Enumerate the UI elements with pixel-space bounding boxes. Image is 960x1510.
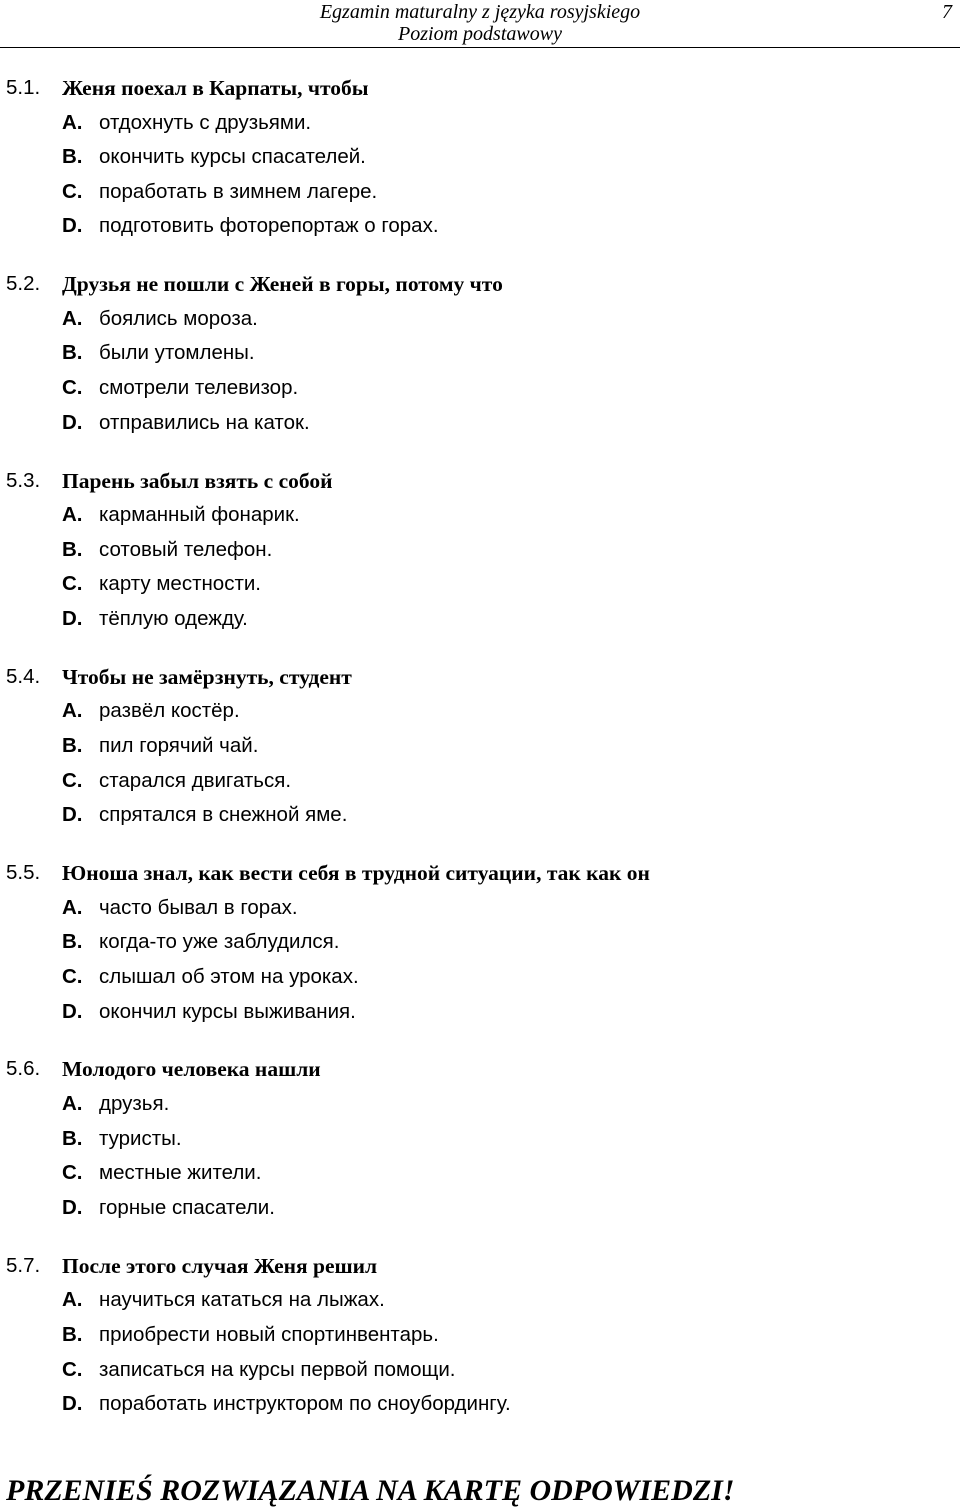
header-divider: [0, 47, 960, 48]
question-number: 5.3.: [6, 468, 41, 492]
option-letter: B.: [62, 145, 83, 169]
option-b: [0, 729, 960, 764]
option-text: сотовый телефон.: [99, 537, 273, 561]
question-5-2: [0, 267, 960, 463]
option-letter: D.: [62, 214, 83, 238]
option-c: [0, 960, 960, 995]
option-letter: D.: [62, 803, 83, 827]
page-header: [0, 0, 960, 48]
option-text: старался двигаться.: [99, 768, 292, 792]
question-stem-row: [0, 71, 960, 106]
question-5-4: [0, 660, 960, 856]
option-c: [0, 1353, 960, 1388]
option-text: смотрели телевизор.: [99, 376, 299, 400]
question-stem-row: [0, 1249, 960, 1284]
option-letter: D.: [62, 606, 83, 630]
option-text: спрятался в снежной яме.: [99, 803, 348, 827]
option-c: [0, 1156, 960, 1191]
option-text: отправились на каток.: [99, 410, 310, 434]
option-c: [0, 764, 960, 799]
option-d: [0, 602, 960, 637]
option-b: [0, 1318, 960, 1353]
option-letter: A.: [62, 1092, 83, 1116]
option-letter: C.: [62, 1161, 83, 1185]
option-letter: D.: [62, 1195, 83, 1219]
option-letter: D.: [62, 999, 83, 1023]
option-text: пил горячий чай.: [99, 734, 259, 758]
option-c: [0, 567, 960, 602]
question-stem-row: [0, 856, 960, 891]
option-b: [0, 140, 960, 175]
exam-level: Poziom podstawowy: [398, 23, 562, 45]
option-letter: C.: [62, 179, 83, 203]
question-5-5: [0, 856, 960, 1052]
option-text: когда-то уже заблудился.: [99, 930, 340, 954]
question-stem: Парень забыл взять с собой: [62, 468, 333, 493]
option-letter: A.: [62, 503, 83, 527]
option-text: карманный фонарик.: [99, 503, 300, 527]
option-text: туристы.: [99, 1126, 182, 1150]
question-stem: Юноша знал, как вести себя в трудной ситуации, так как он: [62, 861, 650, 886]
question-number: 5.7.: [6, 1253, 41, 1277]
option-letter: A.: [62, 110, 83, 134]
option-d: [0, 406, 960, 441]
option-b: [0, 925, 960, 960]
option-text: отдохнуть с друзьями.: [99, 110, 312, 134]
question-5-1: [0, 71, 960, 267]
option-letter: C.: [62, 376, 83, 400]
question-stem: Чтобы не замёрзнуть, студент: [62, 664, 352, 689]
question-number: 5.1.: [6, 76, 41, 99]
question-stem: После этого случая Женя решил: [62, 1253, 378, 1278]
option-d: [0, 798, 960, 833]
question-number: 5.5.: [6, 861, 41, 885]
option-a: [0, 302, 960, 337]
option-letter: B.: [62, 1126, 83, 1150]
page-number: 7: [942, 1, 952, 23]
option-text: были утомлены.: [99, 341, 255, 365]
option-a: [0, 891, 960, 926]
option-a: [0, 1283, 960, 1318]
option-text: окончить курсы спасателей.: [99, 145, 366, 169]
option-letter: A.: [62, 1288, 83, 1312]
option-b: [0, 533, 960, 568]
option-text: поработать инструктором по сноубордингу.: [99, 1392, 511, 1416]
question-number: 5.4.: [6, 664, 41, 688]
question-5-7: [0, 1249, 960, 1445]
question-number: 5.6.: [6, 1057, 41, 1081]
option-c: [0, 371, 960, 406]
option-letter: B.: [62, 537, 83, 561]
answer-sheet-instruction: PRZENIEŚ ROZWIĄZANIA NA KARTĘ ODPOWIEDZI!: [6, 1474, 735, 1507]
option-b: [0, 336, 960, 371]
option-d: [0, 995, 960, 1030]
question-stem: Друзья не пошли с Женей в горы, потому что: [62, 272, 503, 297]
option-a: [0, 106, 960, 141]
option-letter: D.: [62, 410, 83, 434]
option-a: [0, 694, 960, 729]
option-text: записаться на курсы первой помощи.: [99, 1357, 456, 1381]
option-b: [0, 1122, 960, 1157]
option-text: поработать в зимнем лагере.: [99, 179, 378, 203]
option-text: горные спасатели.: [99, 1195, 275, 1219]
option-text: приобрести новый спортинвентарь.: [99, 1322, 439, 1346]
option-text: боялись мороза.: [99, 306, 258, 330]
question-stem: Женя поехал в Карпаты, чтобы: [62, 76, 369, 100]
option-d: [0, 1387, 960, 1422]
option-letter: B.: [62, 341, 83, 365]
option-c: [0, 175, 960, 210]
question-stem-row: [0, 267, 960, 302]
option-text: тёплую одежду.: [99, 606, 248, 630]
option-letter: B.: [62, 930, 83, 954]
option-letter: B.: [62, 734, 83, 758]
option-letter: B.: [62, 1322, 83, 1346]
question-stem: Молодого человека нашли: [62, 1057, 321, 1082]
option-text: развёл костёр.: [99, 699, 240, 723]
option-a: [0, 1087, 960, 1122]
option-letter: C.: [62, 572, 83, 596]
option-text: местные жители.: [99, 1161, 262, 1185]
question-stem-row: [0, 660, 960, 695]
option-text: друзья.: [99, 1092, 170, 1116]
option-text: научиться кататься на лыжах.: [99, 1288, 385, 1312]
option-letter: A.: [62, 699, 83, 723]
option-text: слышал об этом на уроках.: [99, 964, 359, 988]
option-letter: D.: [62, 1392, 83, 1416]
option-a: [0, 498, 960, 533]
exam-title: Egzamin maturalny z języka rosyjskiego: [319, 1, 641, 23]
option-text: подготовить фоторепортаж о горах.: [99, 214, 439, 238]
option-letter: C.: [62, 1357, 83, 1381]
question-list: [0, 71, 960, 1445]
option-letter: A.: [62, 895, 83, 919]
option-letter: C.: [62, 768, 83, 792]
question-5-6: [0, 1052, 960, 1248]
question-5-3: [0, 464, 960, 660]
question-number: 5.2.: [6, 272, 41, 296]
question-stem-row: [0, 1052, 960, 1087]
question-stem-row: [0, 464, 960, 499]
option-text: карту местности.: [99, 572, 261, 596]
option-letter: A.: [62, 306, 83, 330]
option-d: [0, 209, 960, 244]
option-d: [0, 1191, 960, 1226]
option-letter: C.: [62, 964, 83, 988]
option-text: окончил курсы выживания.: [99, 999, 356, 1023]
option-text: часто бывал в горах.: [99, 895, 298, 919]
